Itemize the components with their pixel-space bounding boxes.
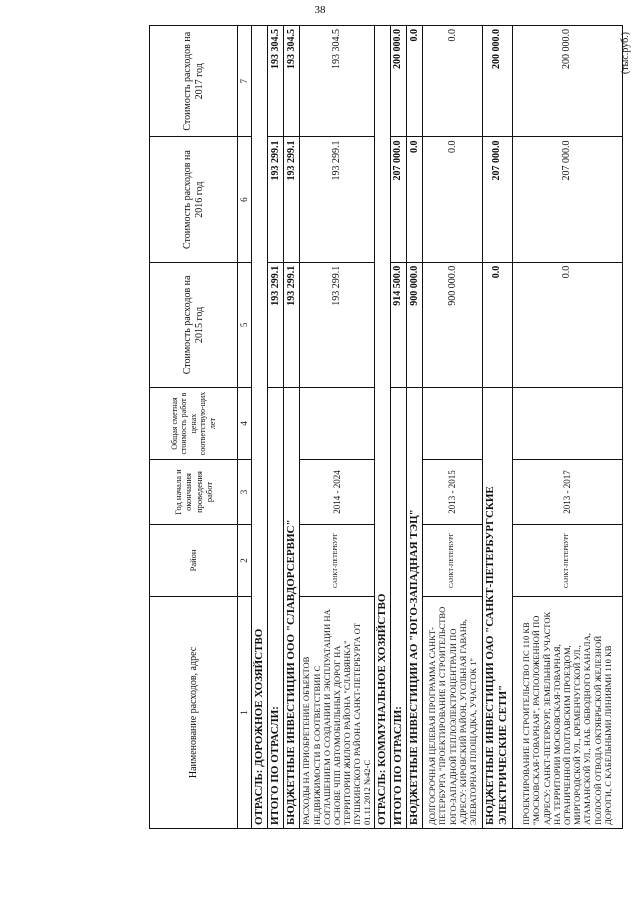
value-2015: 0.0: [483, 262, 512, 387]
value-2015: 193 299.1: [300, 262, 374, 387]
value-2017: 193 304.5: [267, 26, 283, 137]
index-cell: 4: [238, 388, 252, 460]
value-2016: 207 000.0: [512, 137, 622, 262]
years-cell: 2013 - 2015: [423, 460, 483, 525]
total-cell: [512, 388, 622, 460]
unit-label: (тыс.руб.): [620, 32, 631, 75]
header-rayon: Район: [150, 524, 238, 596]
value-2017: 200 000.0: [390, 26, 406, 137]
row-label: ПРОЕКТИРОВАНИЕ И СТРОИТЕЛЬСТВО ПС 110 КВ "МОСКОВСКАЯ-ТОВАРНАЯ", РАСПОЛОЖЕННОЙ ПО АДРЕСУ: САНКТ-ПЕТЕРБУРГ, ЗЕМЕЛЬНЫЙ УЧАСТОК НА ТЕРРИТОРИИ МОСКОВСКАЯ-ТОВАРНАЯ, ОГРАНИЧЕННОЙ ПОЛТАВСКИМ ПРОЕЗДОМ, МИРГОРОДСКОЙ УЛ., КРЕМЕНЧУГСКОЙ УЛ., АТАМАНСКОЙ УЛ., НАБ. ОБВОДНОГО КАНАЛА, ПОЛОСОЙ ОТВОДА ОКТЯБРЬСКОЙ ЖЕЛЕЗНОЙ ДОРОГИ, С КАБЕЛЬНЫМИ ЛИНИЯМИ 110 КВ: [512, 596, 622, 828]
row-label: БЮДЖЕТНЫЕ ИНВЕСТИЦИИ ОАО "САНКТ-ПЕТЕРБУРГСКИЕ ЭЛЕКТРИЧЕСКИЕ СЕТИ": [483, 388, 512, 829]
value-2017: 193 304.5: [284, 26, 300, 137]
table-row: [300, 26, 374, 829]
index-cell: 5: [238, 262, 252, 387]
rayon-cell: САНКТ-ПЕТЕРБУРГ: [300, 524, 374, 596]
row-label: ДОЛГОСРОЧНАЯ ЦЕЛЕВАЯ ПРОГРАММА САНКТ-ПЕТЕРБУРГА "ПРОЕКТИРОВАНИЕ И СТРОИТЕЛЬСТВО ЮГО-ЗАПАДНОЙ ТЕПЛОЭЛЕКТРОЦЕНТРАЛИ ПО АДРЕСУ: КИРОВСКИЙ РАЙОН, УГОЛЬНАЯ ГАВАНЬ, ЭЛЕВАТОРНАЯ ПЛОЩАДКА, УЧАСТОК 1": [423, 596, 483, 828]
table-row: [374, 26, 390, 829]
index-cell: 2: [238, 524, 252, 596]
total-cell: [300, 388, 374, 460]
row-label: ИТОГО ПО ОТРАСЛИ:: [267, 388, 283, 829]
value-2017: 200 000.0: [512, 26, 622, 137]
index-cell: 1: [238, 596, 252, 828]
section-communal: ОТРАСЛЬ: КОММУНАЛЬНОЕ ХОЗЯЙСТВО: [374, 26, 390, 829]
index-cell: 6: [238, 137, 252, 262]
rayon-cell: САНКТ-ПЕТЕРБУРГ: [423, 524, 483, 596]
years-cell: 2014 - 2024: [300, 460, 374, 525]
index-cell: 3: [238, 460, 252, 525]
table-row: [267, 26, 283, 829]
total-cell: [423, 388, 483, 460]
value-2016: 0.0: [423, 137, 483, 262]
table-row: [483, 26, 512, 829]
value-2017: 0.0: [423, 26, 483, 137]
row-label: ИТОГО ПО ОТРАСЛИ:: [390, 388, 406, 829]
row-label: БЮДЖЕТНЫЕ ИНВЕСТИЦИИ АО "ЮГО-ЗАПАДНАЯ ТЭЦ": [407, 388, 423, 829]
value-2017: 193 304.5: [300, 26, 374, 137]
value-2015: 0.0: [512, 262, 622, 387]
value-2017: 200 000.0: [483, 26, 512, 137]
value-2015: 193 299.1: [267, 262, 283, 387]
table-row: [390, 26, 406, 829]
value-2016: 193 299.1: [284, 137, 300, 262]
index-row: [238, 26, 252, 829]
header-row: [150, 26, 238, 829]
table-row: [284, 26, 300, 829]
header-2016: Стоимость расходов на 2016 год: [150, 137, 238, 262]
value-2015: 900 000.0: [423, 262, 483, 387]
rayon-cell: САНКТ-ПЕТЕРБУРГ: [512, 524, 622, 596]
header-name: Наименование расходов, адрес: [150, 596, 238, 828]
value-2015: 914 500.0: [390, 262, 406, 387]
value-2017: 0.0: [407, 26, 423, 137]
table-row: [423, 26, 483, 829]
value-2016: 207 000.0: [390, 137, 406, 262]
value-2016: 0.0: [407, 137, 423, 262]
budget-table-rotated: [149, 25, 640, 829]
value-2016: 193 299.1: [300, 137, 374, 262]
table-row: [251, 26, 267, 829]
header-years: Год начала и окончания проведения работ: [150, 460, 238, 525]
index-cell: 7: [238, 26, 252, 137]
value-2015: 900 000.0: [407, 262, 423, 387]
years-cell: 2013 - 2017: [512, 460, 622, 525]
table-row: [407, 26, 423, 829]
row-label: РАСХОДЫ НА ПРИОБРЕТЕНИЕ ОБЪЕКТОВ НЕДВИЖИМОСТИ В СООТВЕТСТВИИ С СОГЛАШЕНИЕМ О СОЗДАНИИ И ЭКСПЛУАТАЦИИ НА ОСНОВЕ ЧПП АВТОМОБИЛЬНЫХ ДОРОГ НА ТЕРРИТОРИИ ЖИЛОГО РАЙОНА "СЛАВЯНКА" ПУШКИНСКОГО РАЙОНА САНКТ-ПЕТЕРБУРГА ОТ 01.11.2012 №42-С: [300, 596, 374, 828]
header-total: Общая сметная стоимость работ в ценах соответствую-щих лет: [150, 388, 238, 460]
header-2017: Стоимость расходов на 2017 год: [150, 26, 238, 137]
value-2016: 207 000.0: [483, 137, 512, 262]
header-2015: Стоимость расходов на 2015 год: [150, 262, 238, 387]
value-2016: 193 299.1: [267, 137, 283, 262]
row-label: БЮДЖЕТНЫЕ ИНВЕСТИЦИИ ООО "СЛАВДОРСЕРВИС": [284, 388, 300, 829]
section-road: ОТРАСЛЬ: ДОРОЖНОЕ ХОЗЯЙСТВО: [251, 26, 267, 829]
value-2015: 193 299.1: [284, 262, 300, 387]
page-number: 38: [314, 4, 326, 16]
budget-table: [149, 25, 623, 829]
table-row: [512, 26, 622, 829]
